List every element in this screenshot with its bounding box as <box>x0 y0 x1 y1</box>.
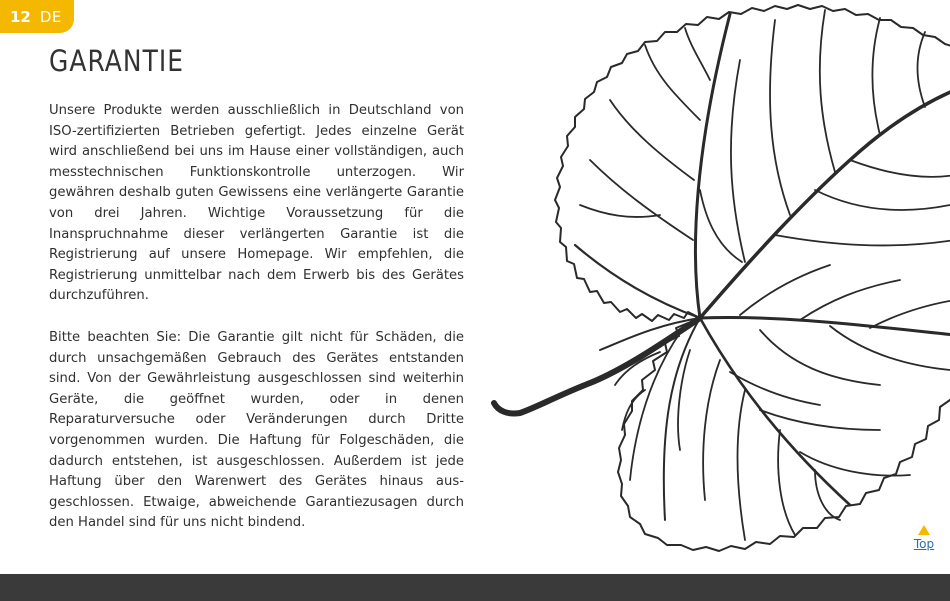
top-link-label[interactable]: Top <box>913 537 935 551</box>
paragraph-warranty-terms: Unsere Produkte werden ausschließlich in Deutschland von ISO-zertifizierten Betrieben gefertigt. Jedes einzelne Gerät wird anschließend bei uns im Hause einer vollständigen, auch messtechnischen Funktionskontrolle unterzogen. Wir gewähren deshalb guten Gewissens eine verlängerte Garantie von drei Jahren. Wichtige Voraussetzung für die Inanspruchnahme dieser verlängerten Garantie ist die Registrierung auf unsere Homepage. Wir empfehlen, die Registrierung unmittelbar nach dem Erwerb bis des Gerätes durchzuführen. <box>49 103 464 304</box>
arrow-up-icon <box>918 525 930 535</box>
back-to-top-link[interactable] <box>910 525 938 551</box>
paragraph-exclusions: Bitte beachten Sie: Die Garantie gilt nicht für Schäden, die durch unsachgemäßen Gebrauch des Gerätes entstanden sind. Von der Gewährleistung ausgeschlossen sind weiterhin Geräte, die geöffnet wurden, oder in denen Reparaturversuche oder Veränderungen durch Dritte vorgenommen wurden. Die Haftung für Folgeschäden, die dadurch entstehen, ist ausgeschlossen. Außerdem ist jede Haftung über den Warenwert des Gerätes hinaus ausgeschlossen. Etwaige, abweichende Garantiezusagen durch den Handel sind für uns nicht bindend. <box>49 329 464 531</box>
page-number: 12 <box>10 8 31 26</box>
body-text <box>49 101 464 555</box>
leaf-illustration <box>480 0 950 574</box>
language-label: DE <box>39 8 62 26</box>
page-badge <box>0 0 74 33</box>
leaf-stem <box>494 318 700 414</box>
footer-bar <box>0 574 950 601</box>
page-title: GARANTIE <box>49 44 185 78</box>
